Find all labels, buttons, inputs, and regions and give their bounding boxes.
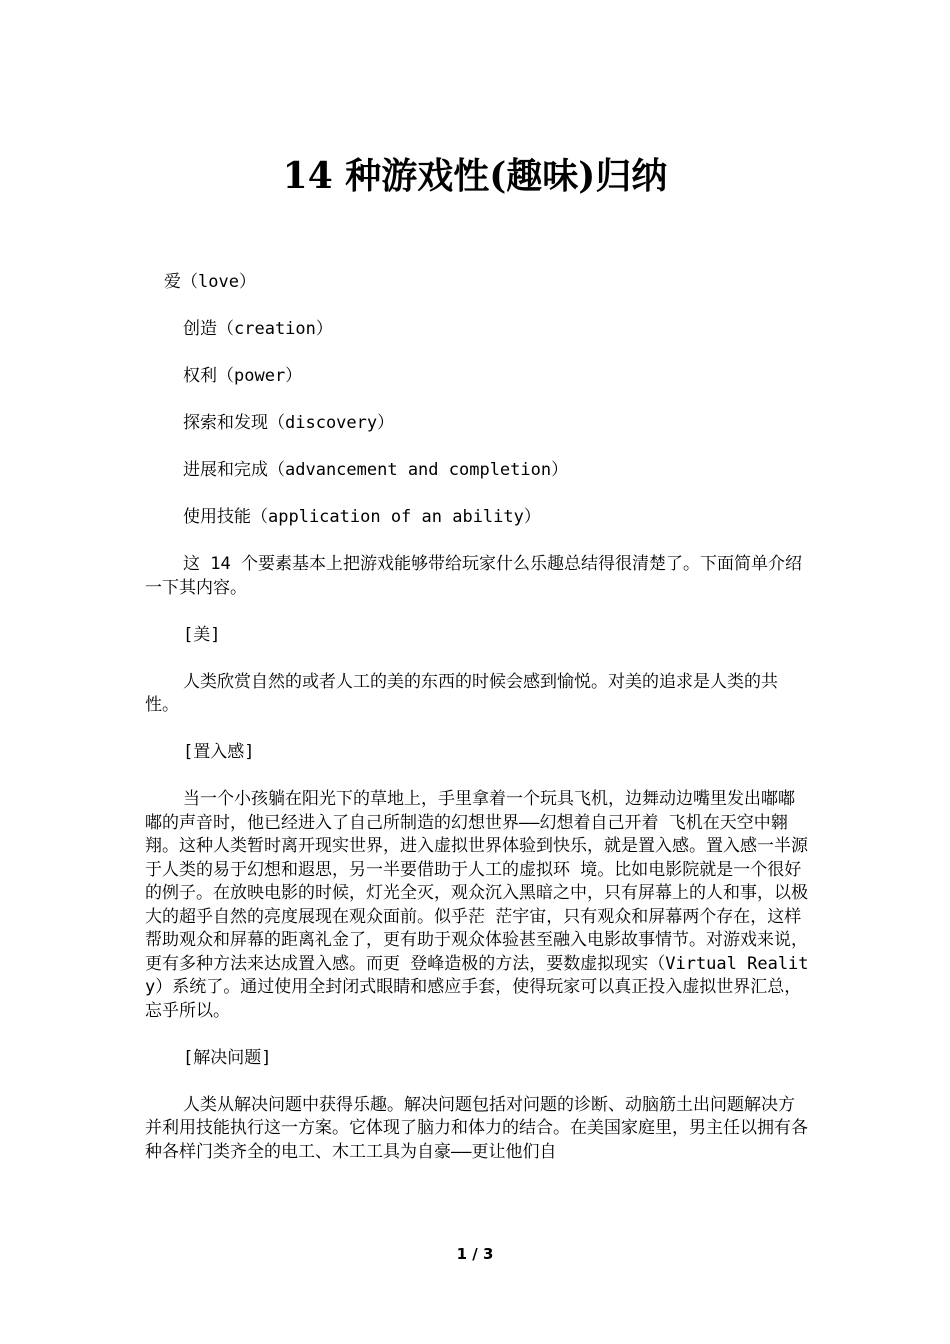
heading-beauty: [美] — [183, 624, 221, 645]
paragraph-power: 权利（power） — [183, 366, 303, 386]
document-title: 14 种游戏性(趣味)归纳 — [282, 155, 668, 197]
paragraph-advancement: 进展和完成（advancement and completion） — [183, 460, 569, 480]
paragraph-problem-solving: 人类从解决问题中获得乐趣。解决问题包括对问题的诊断、动脑筋土出问题解决方并利用技能执行这一方案。它体现了脑力和体力的结合。在美国家庭里，男主任以拥有各种各样门类齐全的电工、木工工具为自豪——更让他们自 — [145, 1094, 808, 1162]
document-body — [145, 271, 810, 1188]
paragraph-discovery: 探索和发现（discovery） — [183, 413, 395, 433]
paragraph-beauty: 人类欣赏自然的或者人工的美的东西的时候会感到愉悦。对美的追求是人类的共性。 — [145, 671, 778, 715]
paragraph-creation: 创造（creation） — [183, 319, 333, 339]
paragraph-summary: 这 14 个要素基本上把游戏能够带给玩家什么乐趣总结得很清楚了。下面简单介绍一下其内容。 — [145, 554, 802, 598]
heading-immersion: [置入感] — [183, 742, 255, 762]
heading-problem-solving: [解决问题] — [183, 1047, 272, 1068]
paragraph-love: 爱（love） — [164, 272, 256, 292]
paragraph-application: 使用技能（application of an ability） — [183, 507, 541, 527]
paragraph-immersion: 当一个小孩躺在阳光下的草地上，手里拿着一个玩具飞机，边舞动边嘴里发出嘟嘟嘟的声音时，他已经进入了自己所制造的幻想世界——幻想着自己开着 飞机在天空中翱翔。这种人类暂时离开现实世界，进入虚拟世界体验到快乐，就是置入感。置入感一半源于人类的易于幻想和遐思，另一半要借助于人工的虚拟环 境。比如电影院就是一个很好的例子。在放映电影的时候，灯光全灭，观众沉入黑暗之中，只有屏幕上的人和事，以极大的超乎自然的亮度展现在观众面前。似乎茫 茫宇宙，只有观众和屏幕两个存在，这样帮助观众和屏幕的距离礼金了，更有助于观众体验甚至融入电影故事情节。对游戏来说，更有多种方法来达成置入感。而更 登峰造极的方法，要数虚拟现实（Virtual Reality）系统了。通过使用全封闭式眼睛和感应手套，使得玩家可以真正投入虚拟世界汇总，忘乎所以。 — [145, 789, 809, 1021]
page-number: 1 / 3 — [456, 1245, 494, 1263]
